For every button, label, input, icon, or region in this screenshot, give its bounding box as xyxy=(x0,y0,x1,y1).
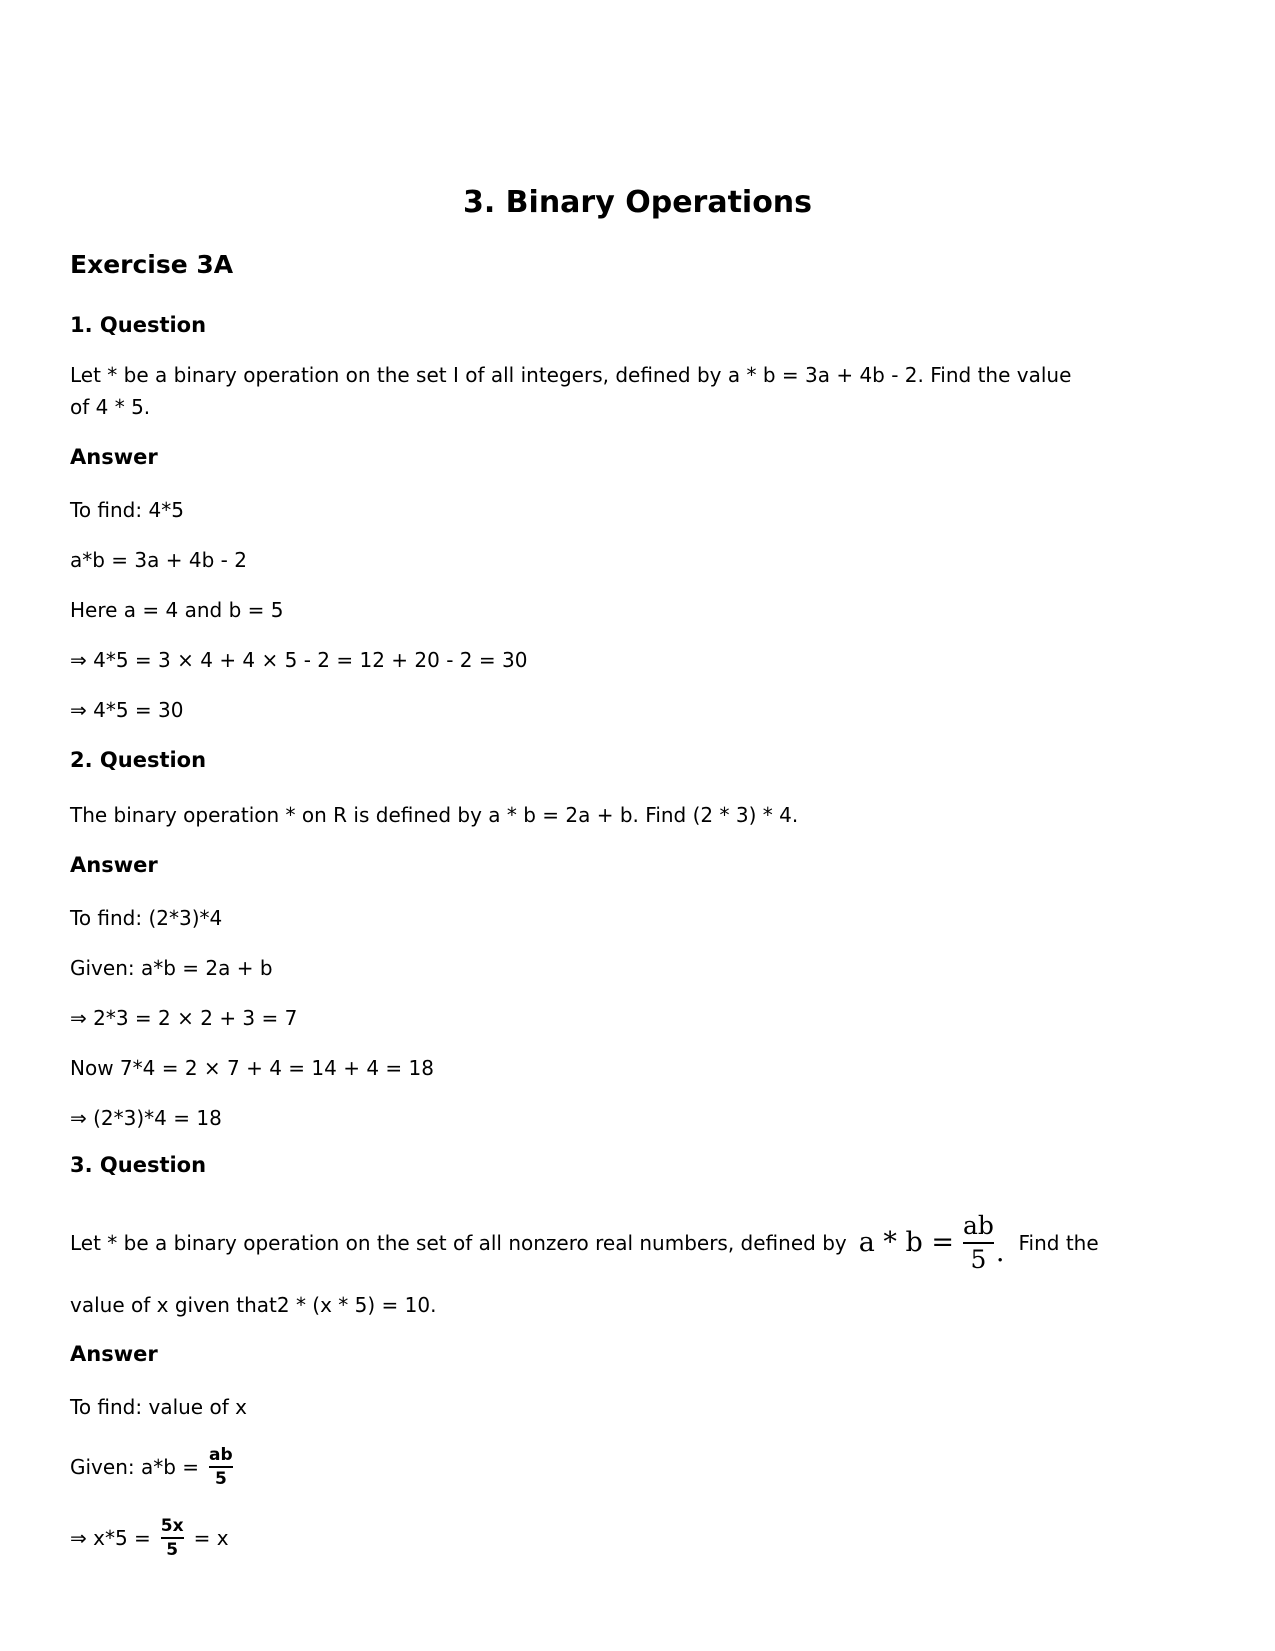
question-1-heading: 1. Question xyxy=(70,313,207,337)
question-2-text: The binary operation * on R is defined by a * b = 2a + b. Find (2 * 3) * 4. xyxy=(70,802,799,827)
fraction-numerator: ab xyxy=(962,1210,994,1240)
answer-3-step-fraction xyxy=(70,1516,1205,1560)
question-3-text-suffix: Find the xyxy=(1018,1230,1099,1255)
answer-2-step: Now 7*4 = 2 × 7 + 4 = 14 + 4 = 18 xyxy=(70,1055,434,1080)
answer-1-step: ⇒ 4*5 = 3 × 4 + 4 × 5 - 2 = 12 + 20 - 2 = 30 xyxy=(70,647,528,672)
equation-period: . xyxy=(995,1236,1005,1268)
answer-2-heading: Answer xyxy=(70,852,158,877)
question-2-section xyxy=(70,747,1205,1130)
answer-1-step: Here a = 4 and b = 5 xyxy=(70,597,284,622)
fraction-bar xyxy=(161,1537,184,1539)
fraction-denominator: 5 xyxy=(214,1468,227,1489)
exercise-heading: Exercise 3A xyxy=(70,250,234,279)
answer-2-step: Given: a*b = 2a + b xyxy=(70,955,273,980)
fraction-bar xyxy=(209,1466,233,1468)
answer-3-heading: Answer xyxy=(70,1341,158,1366)
inline-equation xyxy=(859,1211,1005,1275)
question-3-text-prefix: Let * be a binary operation on the set of all nonzero real numbers, defined by xyxy=(70,1230,847,1255)
question-1-text xyxy=(70,359,1205,423)
step-prefix: ⇒ x*5 = xyxy=(70,1525,151,1550)
question-3-section xyxy=(70,1152,1205,1560)
answer-1-step: To find: 4*5 xyxy=(70,497,184,522)
answer-2-step: ⇒ (2*3)*4 = 18 xyxy=(70,1105,222,1130)
answer-2-step: To find: (2*3)*4 xyxy=(70,905,223,930)
fraction-denominator: 5 xyxy=(970,1244,987,1274)
question-3-line-2 xyxy=(70,1289,1205,1321)
answer-2-step: ⇒ 2*3 = 2 × 2 + 3 = 7 xyxy=(70,1005,298,1030)
fraction-denominator: 5 xyxy=(166,1539,179,1560)
answer-1-heading: Answer xyxy=(70,445,158,469)
question-1-section xyxy=(70,312,1205,722)
equation-fraction xyxy=(963,1211,994,1275)
answer-3-step: To find: value of x xyxy=(70,1394,247,1419)
question-1-line-2: of 4 * 5. xyxy=(70,395,151,419)
question-1-line-1: Let * be a binary operation on the set I of all integers, defined by a * b = 3a + 4b - 2. Find the value xyxy=(70,363,1072,387)
step-fraction xyxy=(209,1445,233,1489)
chapter-title: 3. Binary Operations xyxy=(462,185,813,220)
equation-lhs: a * b = xyxy=(858,1226,954,1258)
answer-1-step: ⇒ 4*5 = 30 xyxy=(70,697,184,722)
step-prefix: Given: a*b = xyxy=(70,1454,200,1479)
question-3-line-1 xyxy=(70,1211,1205,1275)
fraction-numerator: 5x xyxy=(160,1515,184,1536)
question-3-heading: 3. Question xyxy=(70,1152,207,1177)
fraction-numerator: ab xyxy=(209,1444,233,1465)
answer-1-step: a*b = 3a + 4b - 2 xyxy=(70,547,247,572)
step-suffix: = x xyxy=(193,1525,229,1550)
question-2-heading: 2. Question xyxy=(70,747,207,772)
question-3-line-2-text: value of x given that2 * (x * 5) = 10. xyxy=(70,1292,437,1317)
fraction-bar xyxy=(963,1242,994,1244)
answer-3-step-fraction xyxy=(70,1445,1205,1489)
step-fraction xyxy=(161,1516,184,1560)
